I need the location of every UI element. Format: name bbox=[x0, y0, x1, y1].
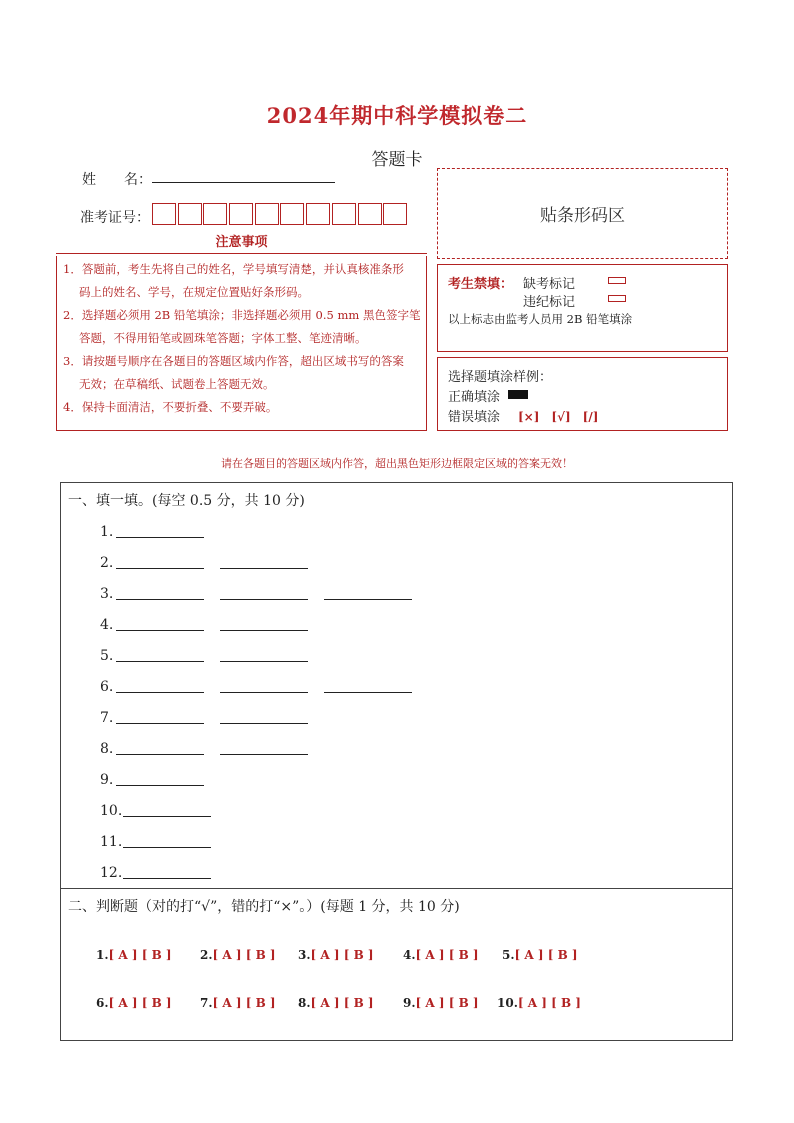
answer-blank[interactable] bbox=[220, 630, 308, 631]
judge-item[interactable] bbox=[96, 996, 172, 1010]
answer-blank[interactable] bbox=[116, 785, 204, 786]
notice-title: 注意事项 bbox=[56, 232, 427, 254]
id-box[interactable] bbox=[229, 203, 253, 225]
id-label: 准考证号： bbox=[80, 210, 150, 226]
answer-blank[interactable] bbox=[116, 661, 204, 662]
section-divider bbox=[60, 888, 733, 889]
blank-number: 1. bbox=[100, 524, 114, 540]
absent-label: 缺考标记 bbox=[523, 277, 576, 292]
ban-label: 考生禁填： bbox=[448, 277, 514, 292]
judge-item[interactable] bbox=[96, 948, 172, 962]
judge-number: 8. bbox=[298, 996, 311, 1010]
id-box[interactable] bbox=[178, 203, 202, 225]
judge-number: 2. bbox=[200, 948, 213, 962]
sample-title: 选择题填涂样例： bbox=[448, 370, 553, 385]
blank-number: 12. bbox=[100, 865, 123, 881]
answer-blank[interactable] bbox=[220, 599, 308, 600]
judge-number: 4. bbox=[403, 948, 416, 962]
page-title: 2024年期中科学模拟卷二 bbox=[266, 103, 528, 128]
answer-blank[interactable] bbox=[116, 754, 204, 755]
name-label: 姓 名： bbox=[82, 172, 152, 188]
notice-line: 1．答题前，考生先将自己的姓名，学号填写清楚，并认真核准条形 bbox=[63, 262, 404, 276]
judge-number: 7. bbox=[200, 996, 213, 1010]
id-box[interactable] bbox=[152, 203, 176, 225]
judge-options[interactable]: [ A ] [ B ] bbox=[310, 996, 374, 1010]
notice-line: 答题，不得用铅笔或圆珠笔答题；字体工整、笔迹清晰。 bbox=[79, 331, 367, 345]
blank-number: 6. bbox=[100, 679, 114, 695]
judge-options[interactable]: [ A ] [ B ] bbox=[415, 948, 479, 962]
judge-item[interactable] bbox=[298, 996, 374, 1010]
judge-item[interactable] bbox=[403, 996, 479, 1010]
judge-options[interactable]: [ A ] [ B ] bbox=[108, 996, 172, 1010]
id-box[interactable] bbox=[383, 203, 407, 225]
name-field[interactable] bbox=[152, 182, 335, 183]
answer-blank[interactable] bbox=[116, 599, 204, 600]
judge-options[interactable]: [ A ] [ B ] bbox=[514, 948, 578, 962]
id-box[interactable] bbox=[358, 203, 382, 225]
id-number-boxes[interactable] bbox=[152, 203, 409, 225]
id-box[interactable] bbox=[255, 203, 279, 225]
answer-blank[interactable] bbox=[220, 692, 308, 693]
judge-item[interactable] bbox=[200, 996, 276, 1010]
answer-blank[interactable] bbox=[324, 692, 412, 693]
fill-sample-box bbox=[437, 357, 728, 431]
correct-label: 正确填涂 bbox=[448, 390, 501, 405]
blank-number: 2. bbox=[100, 555, 114, 571]
judge-number: 3. bbox=[298, 948, 311, 962]
judge-options[interactable]: [ A ] [ B ] bbox=[212, 948, 276, 962]
blank-number: 4. bbox=[100, 617, 114, 633]
answer-blank[interactable] bbox=[116, 723, 204, 724]
judge-number: 10. bbox=[497, 996, 518, 1010]
answer-blank[interactable] bbox=[116, 568, 204, 569]
answer-blank[interactable] bbox=[116, 630, 204, 631]
id-box[interactable] bbox=[203, 203, 227, 225]
section1-title: 一、填一填。(每空 0.5 分，共 10 分) bbox=[68, 493, 305, 509]
wrong-marks: [×] [√] [/] bbox=[518, 410, 599, 424]
notice-line: 3．请按题号顺序在各题目的答题区域内作答，超出区域书写的答案 bbox=[63, 354, 404, 368]
judge-number: 1. bbox=[96, 948, 109, 962]
absent-mark-box[interactable] bbox=[608, 277, 626, 284]
id-box[interactable] bbox=[280, 203, 304, 225]
answer-blank[interactable] bbox=[116, 692, 204, 693]
answer-blank[interactable] bbox=[324, 599, 412, 600]
judge-options[interactable]: [ A ] [ B ] bbox=[517, 996, 581, 1010]
judge-item[interactable] bbox=[200, 948, 276, 962]
section2-title: 二、判断题（对的打“√”，错的打“×”。）(每题 1 分，共 10 分) bbox=[68, 899, 460, 915]
barcode-label: 贴条形码区 bbox=[540, 206, 625, 226]
violation-label: 违纪标记 bbox=[523, 295, 576, 310]
judge-options[interactable]: [ A ] [ B ] bbox=[310, 948, 374, 962]
blank-number: 9. bbox=[100, 772, 114, 788]
blank-number: 8. bbox=[100, 741, 114, 757]
judge-item[interactable] bbox=[403, 948, 479, 962]
answer-blank[interactable] bbox=[123, 847, 211, 848]
blank-number: 7. bbox=[100, 710, 114, 726]
blank-number: 3. bbox=[100, 586, 114, 602]
notice-line: 4．保持卡面清洁，不要折叠、不要弄破。 bbox=[63, 400, 278, 414]
judge-item[interactable] bbox=[502, 948, 578, 962]
answer-blank[interactable] bbox=[220, 723, 308, 724]
answer-blank[interactable] bbox=[123, 878, 211, 879]
judge-options[interactable]: [ A ] [ B ] bbox=[415, 996, 479, 1010]
judge-item[interactable] bbox=[497, 996, 581, 1010]
notice-line: 2．选择题必须用 2B 铅笔填涂；非选择题必须用 0.5 mm 黑色签字笔 bbox=[63, 308, 421, 322]
filled-sample-mark bbox=[508, 390, 528, 399]
answer-blank[interactable] bbox=[220, 568, 308, 569]
blank-number: 5. bbox=[100, 648, 114, 664]
answer-blank[interactable] bbox=[220, 661, 308, 662]
judge-number: 5. bbox=[502, 948, 515, 962]
notice-line: 无效；在草稿纸、试题卷上答题无效。 bbox=[79, 377, 275, 391]
judge-item[interactable] bbox=[298, 948, 374, 962]
examiner-only-box bbox=[437, 264, 728, 352]
page-subtitle: 答题卡 bbox=[371, 150, 423, 170]
blank-number: 11. bbox=[100, 834, 123, 850]
answer-area-warning: 请在各题目的答题区域内作答，超出黑色矩形边框限定区域的答案无效！ bbox=[221, 457, 573, 470]
judge-number: 6. bbox=[96, 996, 109, 1010]
judge-number: 9. bbox=[403, 996, 416, 1010]
blank-number: 10. bbox=[100, 803, 123, 819]
id-box[interactable] bbox=[306, 203, 330, 225]
answer-blank[interactable] bbox=[123, 816, 211, 817]
violation-mark-box[interactable] bbox=[608, 295, 626, 302]
notice-box bbox=[56, 256, 427, 431]
id-box[interactable] bbox=[332, 203, 356, 225]
wrong-label: 错误填涂 bbox=[448, 410, 501, 425]
answer-blank[interactable] bbox=[220, 754, 308, 755]
ban-note: 以上标志由监考人员用 2B 铅笔填涂 bbox=[448, 312, 633, 326]
judge-options[interactable]: [ A ] [ B ] bbox=[108, 948, 172, 962]
judge-options[interactable]: [ A ] [ B ] bbox=[212, 996, 276, 1010]
answer-blank[interactable] bbox=[116, 537, 204, 538]
notice-line: 码上的姓名、学号，在规定位置贴好条形码。 bbox=[79, 285, 309, 299]
